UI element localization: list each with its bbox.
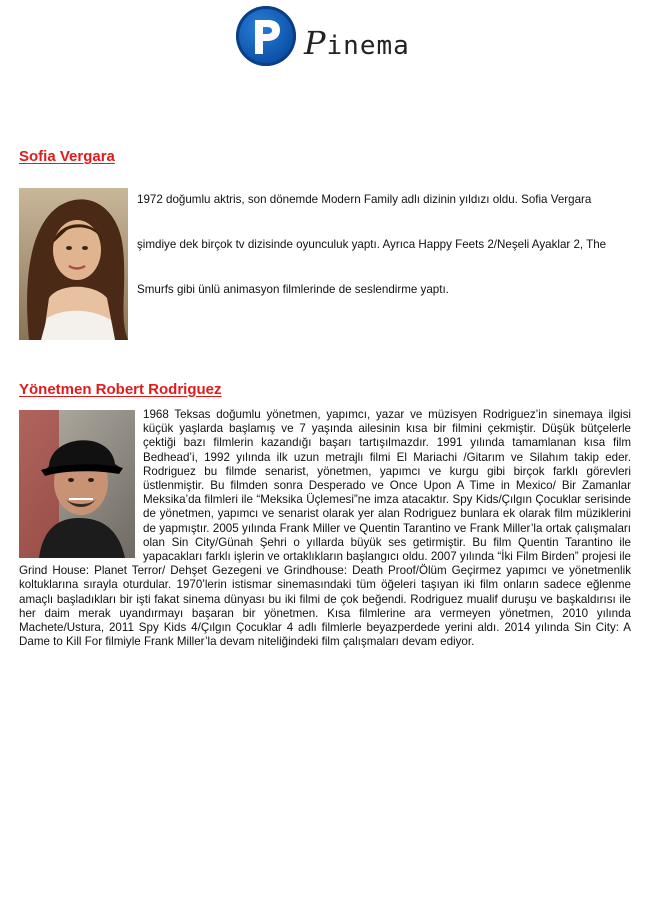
section-title-robert-rodriguez: Yönetmen Robert Rodriguez <box>19 381 222 398</box>
rodriguez-bio <box>19 408 631 649</box>
logo-circle-icon <box>236 6 296 66</box>
logo-text: inema <box>326 31 410 61</box>
sofia-bio-line-2: şimdiye dek birçok tv dizisinde oyunculuk yaptı. Ayrıca Happy Feets 2/Neşeli Ayaklar 2, The <box>137 238 607 251</box>
robert-rodriguez-photo <box>19 410 135 558</box>
logo-initial: P <box>304 24 327 62</box>
rodriguez-bio-text: 1968 Teksas doğumlu yönetmen, yapımcı, yazar ve müzisyen Rodriguez’in sinemaya ilgisi küçük yaşlarda başlamış ve 7 yaşında ailesinin kısa bir filmini çekmiştir. Düşük bütçelerle çektiği bazı filmlerin kazandığı başarı tartışılmazdır. 1991 yılında tamamlanan kısa film Bedhead’i, 1992 yılında ilk uzun metrajlı filmi El Mariachi /Gitarım ve Silahım takip eder. Rodriguez bu filmde senarist, yönetmen, yapımcı ve kurgu gibi birçok farklı görevleri üstlenmiştir. Bu filmden sonra Desperado ve Once Upon A Time in Mexico/ Bir Zamanlar Meksika’da filmleri ile “Meksika Üçlemesi”ne imza atacaktır. Spy Kids/Çılgın Çocuklar serisinde de yönetmen, yapımcı ve senarist olarak yer alan Rodriguez bunlara ek olarak film müziklerini de yapmıştır. 2005 yılında Frank Miller ve Quentin Tarantino ve Frank Miller’la ortak çalışmaları olan Sin City/Günah Şehri o yıllarda büyük ses getirmiştir. Bu film Quentin Tarantino ile yapacakları farklı işlerin ve ortaklıkların başlangıcı oldu. 2007 yılında “İki Film Birden” projesi ile Grind House: Planet Terror/ Dehşet Gezegeni ve Grindhouse: Death Proof/Ölüm Geçirmez yapımcı ve yönetmenlik koltuklarına sırayla oturdular. 1970’lerin istismar sinemasındaki tüm öğeleri taşıyan iki film onların sadece eğlenme amaçlı başladıkları bir işti fakat sinema dünyası bu iki filmi de çok beğendi. Rodriguez mualif duruşu ve başkaldırısı ile her daim merak uyandırmayı başaran bir yönetmen. Kısa filmlerine ara vermeyen yönetmen, 2010 yılında Machete/Ustura, 2011 Spy Kids 4/Çılgın Çocuklar 4 adlı filmlerle beyazperdede yerini aldı. 2014 yılında Sin City: A Dame to Kill For filmiyle Frank Miller’la devam niteliğindeki film çalışmaları devam ediyor. <box>19 408 631 649</box>
sofia-bio-line-3: Smurfs gibi ünlü animasyon filmlerinde de seslendirme yaptı. <box>137 283 449 296</box>
section-title-sofia-vergara: Sofia Vergara <box>19 148 115 165</box>
sofia-bio-line-1: 1972 doğumlu aktris, son dönemde Modern Family adlı dizinin yıldızı oldu. Sofia Vergara <box>137 193 592 206</box>
logo-p-icon <box>249 16 283 56</box>
pinema-logo <box>236 6 416 72</box>
logo-wordmark <box>304 24 410 62</box>
sofia-vergara-photo <box>19 188 128 340</box>
